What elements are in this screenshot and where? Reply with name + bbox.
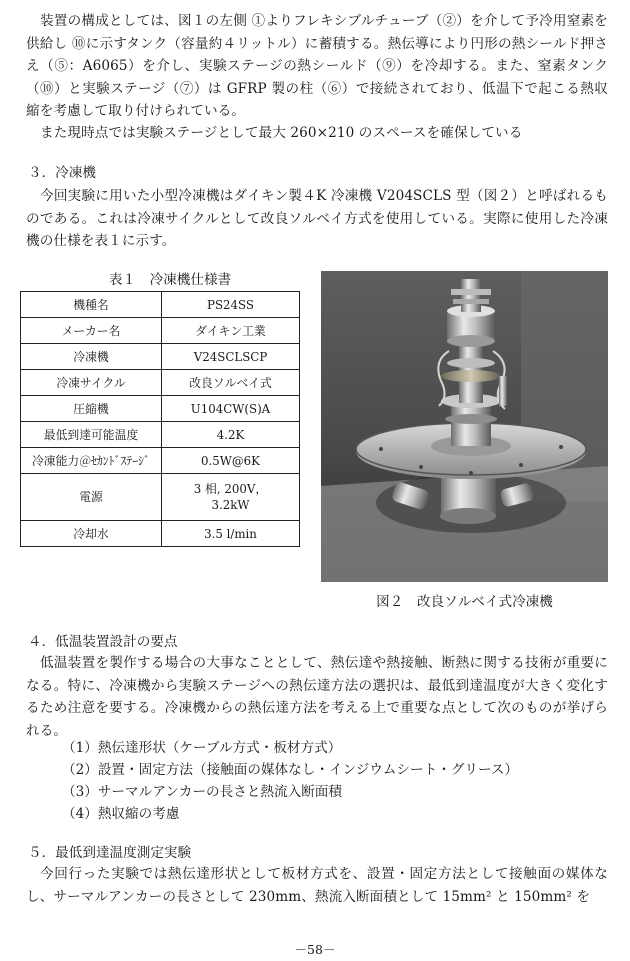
table-cell-value: 改良ソルベイ式: [162, 370, 300, 396]
table-row: [21, 370, 300, 396]
table-row: [21, 448, 300, 474]
table-cell-name: 冷凍サイクル: [21, 370, 162, 396]
table-row: [21, 474, 300, 521]
table-row: [21, 396, 300, 422]
table-cell-value: 0.5W@6K: [162, 448, 300, 474]
list-item: （2）設置・固定方法（接触面の媒体なし・インジウムシート・グリース）: [62, 762, 519, 778]
table-cell-value: 3.5 l/min: [162, 521, 300, 547]
list-item: （3）サーマルアンカーの長さと熱流入断面積: [62, 784, 342, 800]
table-cell-value: PS24SS: [162, 292, 300, 318]
table-row: [21, 292, 300, 318]
table-cell-name: 最低到達可能温度: [21, 422, 162, 448]
table-row: [21, 422, 300, 448]
table-row: [21, 344, 300, 370]
intro-paragraph-1: 装置の構成としては、図１の左側 ①よりフレキシブルチューブ（②）を介して予冷用窒素を供給し ⑩に示すタンク（容量約４リットル）に蓄積する。熱伝導により円形の熱シールド押さえ（⑤：A6065）を介し、実験ステージの熱シールド（⑨）を冷却する。また、窒素タンク（⑩）と実験ステージ（⑦）は GFRP 製の柱（⑥）で接続されており、低温下で起こる熱収縮を考慮して取り付けられている。: [26, 13, 608, 119]
consideration-list: [62, 737, 518, 825]
section-5-heading: ５．最低到達温度測定実験: [28, 845, 192, 861]
table-row: [21, 318, 300, 344]
table-cell-value: U104CW(S)A: [162, 396, 300, 422]
table-cell-name: 圧縮機: [21, 396, 162, 422]
table-cell-name: 冷凍機: [21, 344, 162, 370]
table-cell-name: 冷凍能力＠ｾｶﾝﾄﾞｽﾃｰｼﾞ: [21, 448, 162, 474]
spec-table: [20, 291, 300, 547]
table-cell-name: 冷却水: [21, 521, 162, 547]
table-cell-name: 機種名: [21, 292, 162, 318]
table-cell-value: [162, 474, 300, 521]
table-cell-value: V24SCLSCP: [162, 344, 300, 370]
table-cell-name: メーカー名: [21, 318, 162, 344]
section-3-paragraph: 今回実験に用いた小型冷凍機はダイキン製４K 冷凍機 V204SCLS 型（図２）と呼ばれるものである。これは冷凍サイクルとして改良ソルベイ方式を使用している。実際に使用した冷凍機の仕様を表１に示す。: [26, 188, 608, 249]
table-1-title: 表１ 冷凍機仕様書: [108, 272, 232, 288]
table-cell-value: 4.2K: [162, 422, 300, 448]
table-cell-name: 電源: [21, 474, 162, 521]
table-cell-value-line2: 3.2kW: [211, 498, 250, 512]
section-3-heading: ３．冷凍機: [28, 165, 96, 181]
page-number: －58－: [294, 942, 336, 957]
intro-paragraph-2: また現時点では実験ステージとして最大 260×210 のスペースを確保している: [40, 125, 523, 141]
list-item: （1）熱伝達形状（ケーブル方式・板材方式）: [62, 740, 342, 756]
section-4-paragraph: 低温装置を製作する場合の大事なこととして、熱伝達や熱接触、断熱に関する技術が重要になる。特に、冷凍機から実験ステージへの熱伝達方法の選択は、最低到達温度が大きく変化するため注意を要する。冷凍機からの熱伝達方法を考える上で重要な点として次のものが挙げられる。: [26, 655, 608, 739]
figure-2-caption: 図２ 改良ソルベイ式冷凍機: [376, 594, 553, 610]
refrigerator-illustration: [321, 271, 608, 582]
table-cell-value-line1: 3 相, 200V，: [193, 482, 268, 496]
section-5-paragraph: 今回行った実験では熱伝達形状として板材方式を、設置・固定方法として接触面の媒体なし、サーマルアンカーの長さとして 230mm、熱流入断面積として 15mm² と 150mm² を: [26, 866, 608, 905]
section-4-heading: ４．低温装置設計の要点: [28, 634, 178, 650]
table-row: [21, 521, 300, 547]
table-cell-value: ダイキン工業: [162, 318, 300, 344]
list-item: （4）熱収縮の考慮: [62, 806, 180, 822]
refrigerator-photo: [321, 271, 608, 582]
